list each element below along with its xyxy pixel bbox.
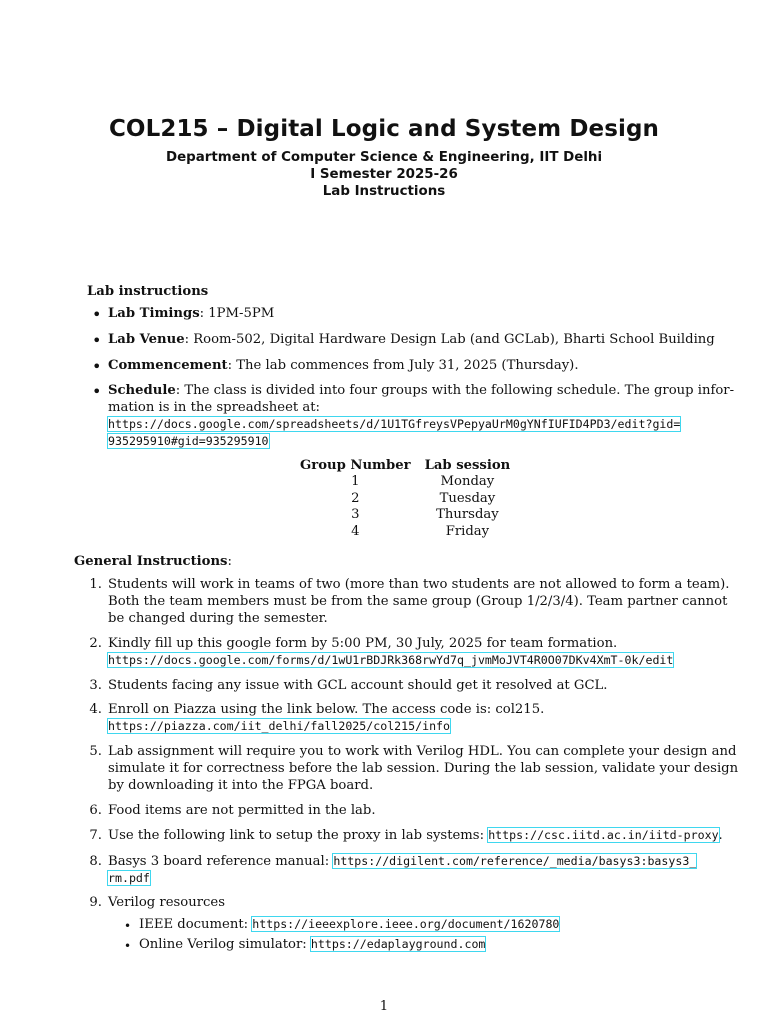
group-number-cell: 4 (351, 523, 360, 539)
item7-period: . (718, 828, 723, 843)
group-schedule-table (293, 458, 517, 540)
schedule-label: Schedule (108, 383, 176, 398)
item-number: 9. (89, 895, 102, 910)
lab-venue-label: Lab Venue (108, 332, 185, 347)
item-number: 8. (89, 854, 102, 869)
piazza-link[interactable]: https://piazza.com/iit_delhi/fall2025/col215/info (108, 719, 451, 733)
lab-instructions-heading: Lab instructions (87, 284, 209, 299)
table-row (293, 491, 517, 507)
item1-line1: Students will work in teams of two (more than two students are not allowed to form a team). (108, 577, 730, 592)
lab-session-header: Lab session (424, 458, 511, 473)
spreadsheet-link[interactable] (108, 416, 680, 433)
item-number: 1. (89, 577, 102, 592)
item-number: 7. (89, 828, 102, 843)
proxy-link[interactable]: https://csc.iitd.ac.in/iitd-proxy (488, 828, 719, 842)
subtitle-line: Lab Instructions (322, 184, 446, 199)
lab-session-cell: Friday (445, 523, 490, 539)
schedule-text-line2: mation is in the spreadsheet at: (108, 400, 320, 415)
item8-line (108, 853, 696, 870)
schedule-text-line1: : The class is divided into four groups with the following schedule. The group infor- (175, 383, 735, 398)
item1-line3: be changed during the semester. (108, 611, 328, 626)
basys3-manual-link-part2[interactable]: rm.pdf (108, 871, 150, 885)
table-row (293, 474, 517, 490)
lab-session-cell: Thursday (436, 507, 499, 523)
ieee-link[interactable]: https://ieeexplore.ieee.org/document/1620780 (252, 917, 560, 931)
item5-line2: simulate it for correctness before the lab session. During the lab session, validate your design (108, 761, 739, 776)
item7-line (108, 827, 723, 844)
item-number: 2. (89, 636, 102, 651)
page-title: COL215 – Digital Logic and System Design (108, 116, 660, 142)
page-number: 1 (379, 999, 389, 1014)
table-header-row (293, 458, 517, 474)
schedule-item (108, 382, 734, 399)
item1-line2: Both the team members must be from the same group (Group 1/2/3/4). Team partner cannot (108, 594, 728, 609)
item-number: 4. (89, 702, 102, 717)
general-instructions-title: General Instructions (74, 554, 228, 569)
sub-bullet: • (124, 919, 132, 933)
piazza-link-line[interactable] (108, 718, 450, 735)
semester-line: I Semester 2025-26 (310, 167, 458, 182)
lab-venue-item (108, 331, 715, 348)
item5-line1: Lab assignment will require you to work with Verilog HDL. You can complete your design and (108, 744, 737, 759)
item8-text: Basys 3 board reference manual: (108, 854, 334, 869)
group-number-header: Group Number (300, 458, 411, 473)
item2-line1: Kindly fill up this google form by 5:00 PM, 30 July, 2025 for team formation. (108, 636, 618, 651)
commencement-label: Commencement (108, 358, 228, 373)
spreadsheet-link-part1[interactable]: https://docs.google.com/spreadsheets/d/1U1TGfreysVPepyaUrM0gYNfIUFID4PD3/edit?gid= (108, 417, 681, 431)
lab-timings-label: Lab Timings (108, 306, 200, 321)
commencement-item (108, 357, 579, 374)
ieee-label: IEEE document: (139, 917, 253, 932)
spreadsheet-link-cont[interactable] (108, 433, 269, 450)
item-number: 5. (89, 744, 102, 759)
basys3-manual-link-cont[interactable] (108, 870, 150, 887)
bullet: • (92, 331, 102, 350)
simulator-item (139, 936, 485, 953)
sub-bullet: • (124, 939, 132, 953)
commencement-value: : The lab commences from July 31, 2025 (Thursday). (227, 358, 579, 373)
item6-text: Food items are not permitted in the lab. (108, 803, 376, 818)
heading-colon: : (227, 554, 232, 569)
department-line: Department of Computer Science & Engineering, IIT Delhi (165, 150, 603, 165)
lab-venue-value: : Room-502, Digital Hardware Design Lab (and GCLab), Bharti School Building (184, 332, 715, 347)
lab-session-cell: Monday (440, 474, 495, 490)
team-form-link-line[interactable] (108, 652, 673, 669)
item9-text: Verilog resources (108, 895, 225, 910)
item4-line1: Enroll on Piazza using the link below. The access code is: col215. (108, 702, 545, 717)
ieee-item (139, 916, 559, 933)
simulator-label: Online Verilog simulator: (139, 937, 311, 952)
item-number: 6. (89, 803, 102, 818)
edaplayground-link[interactable]: https://edaplayground.com (310, 937, 486, 951)
basys3-manual-link[interactable]: https://digilent.com/reference/_media/basys3:basys3_ (333, 854, 697, 868)
lab-session-cell: Tuesday (439, 490, 496, 506)
item3-text: Students facing any issue with GCL account should get it resolved at GCL. (108, 678, 608, 693)
bullet: • (92, 305, 102, 324)
item5-line3: by downloading it into the FPGA board. (108, 778, 374, 793)
group-number-cell: 3 (351, 507, 360, 523)
lab-timings-item (108, 305, 274, 322)
table-row (293, 524, 517, 540)
lab-timings-value: : 1PM-5PM (199, 306, 275, 321)
group-number-cell: 1 (351, 474, 360, 490)
team-form-link[interactable]: https://docs.google.com/forms/d/1wU1rBDJRk368rwYd7q_jvmMoJVT4R0O07DKv4XmT-0k/edit (108, 653, 674, 667)
bullet: • (92, 357, 102, 376)
group-number-cell: 2 (351, 490, 360, 506)
bullet: • (92, 382, 102, 401)
general-instructions-heading (74, 553, 232, 570)
item7-text: Use the following link to setup the proxy in lab systems: (108, 828, 489, 843)
item-number: 3. (89, 678, 102, 693)
table-row (293, 507, 517, 523)
spreadsheet-link-part2[interactable]: 935295910#gid=935295910 (108, 434, 269, 448)
